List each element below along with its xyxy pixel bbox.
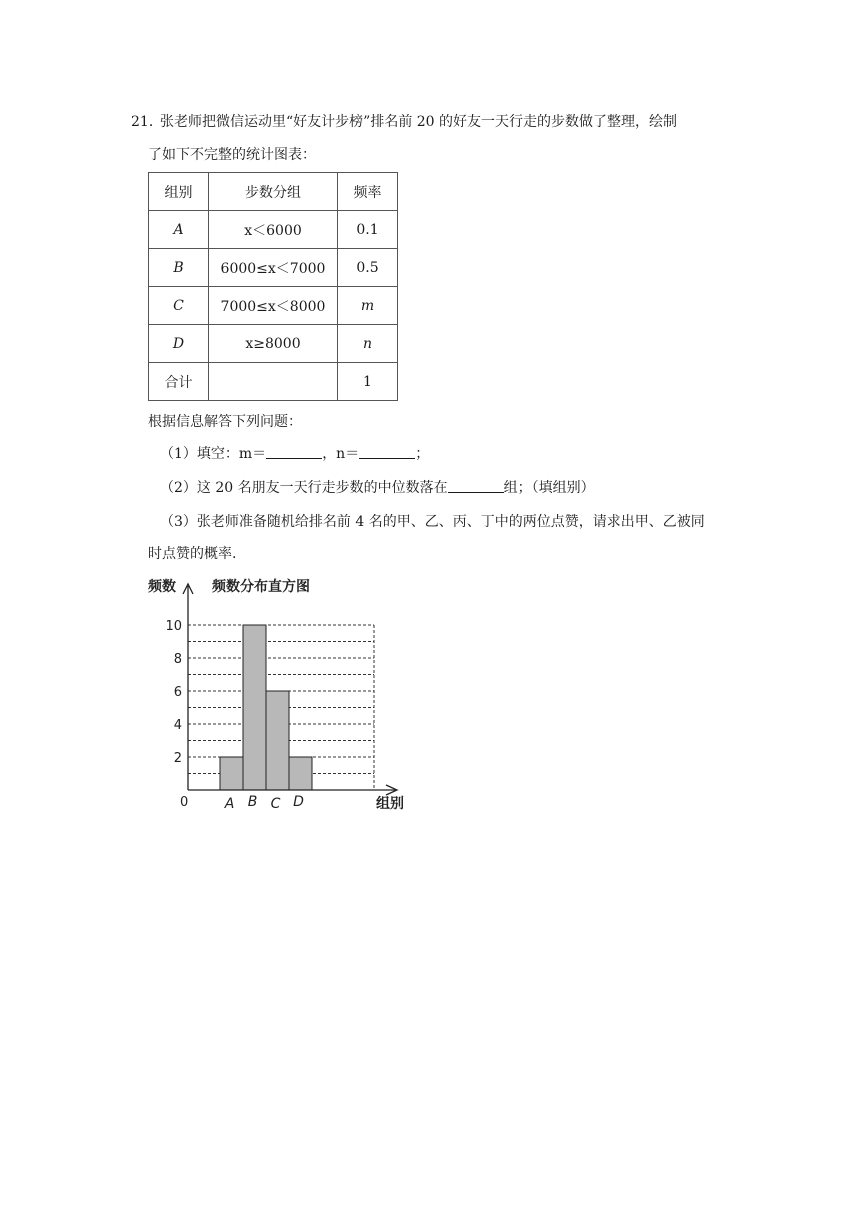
histogram-bar <box>243 625 266 790</box>
cell-frequency: n <box>338 325 398 363</box>
origin-label: 0 <box>180 795 189 810</box>
y-tick-label: 2 <box>173 751 182 766</box>
table-row <box>149 325 398 363</box>
table-row <box>149 287 398 325</box>
histogram-bar <box>220 757 243 790</box>
table-row <box>149 249 398 287</box>
x-category-label: B <box>247 794 258 810</box>
x-category-label: D <box>293 794 304 810</box>
table-row <box>149 211 398 249</box>
header-frequency: 频率 <box>338 173 398 211</box>
cell-frequency: 0.5 <box>338 249 398 287</box>
cell-frequency: 0.1 <box>338 211 398 249</box>
y-tick-label: 8 <box>173 652 182 667</box>
part-2-suffix: 组；（填组别） <box>503 480 595 496</box>
frequency-table <box>148 172 398 401</box>
part-1-suffix: ； <box>415 446 430 462</box>
cell-group: A <box>149 211 209 249</box>
cell-group: C <box>149 287 209 325</box>
y-tick-label: 10 <box>165 619 182 634</box>
chart-title: 频数分布直方图 <box>212 579 310 595</box>
part-3-line-1: （3）张老师准备随机给排名前 4 名的甲、乙、丙、丁中的两位点赞，请求出甲、乙被同 <box>160 514 705 530</box>
cell-total-label: 合计 <box>149 363 209 401</box>
table-header-row <box>149 173 398 211</box>
cell-frequency: m <box>338 287 398 325</box>
cell-range: 6000≤x＜7000 <box>209 249 338 287</box>
x-category-label: A <box>224 796 235 812</box>
answer-blank-m[interactable] <box>266 444 322 459</box>
part-2 <box>160 478 595 498</box>
header-range: 步数分组 <box>209 173 338 211</box>
x-category-label: C <box>270 796 281 812</box>
question-intro-line-1: 张老师把微信运动里“好友计步榜”排名前 20 的好友一天行走的步数做了整理，绘制 <box>160 114 678 130</box>
question-number: 21． <box>131 114 163 130</box>
table-total-row <box>149 363 398 401</box>
cell-range: x≥8000 <box>209 325 338 363</box>
x-axis-title: 组别 <box>376 796 404 812</box>
histogram-bar <box>266 691 289 790</box>
part-2-prefix: （2）这 20 名朋友一天行走步数的中位数落在 <box>160 480 448 496</box>
y-tick-label: 4 <box>173 718 182 733</box>
question-intro-line-2: 了如下不完整的统计图表： <box>148 147 316 163</box>
frequency-histogram <box>140 572 430 822</box>
part-1 <box>160 444 429 464</box>
cell-total-range <box>209 363 338 401</box>
part-1-mid: ，n＝ <box>322 446 360 462</box>
answer-blank-n[interactable] <box>359 444 415 459</box>
header-group: 组别 <box>149 173 209 211</box>
answer-blank-median-group[interactable] <box>448 478 504 493</box>
answer-prompt: 根据信息解答下列问题： <box>148 414 302 430</box>
cell-group: D <box>149 325 209 363</box>
part-1-prefix: （1）填空：m＝ <box>160 446 267 462</box>
cell-group: B <box>149 249 209 287</box>
y-axis-title: 频数 <box>148 579 176 595</box>
cell-range: x＜6000 <box>209 211 338 249</box>
cell-total-frequency: 1 <box>338 363 398 401</box>
cell-range: 7000≤x＜8000 <box>209 287 338 325</box>
y-tick-label: 6 <box>173 685 182 700</box>
histogram-bar <box>289 757 312 790</box>
part-3-line-2: 时点赞的概率. <box>148 546 237 562</box>
